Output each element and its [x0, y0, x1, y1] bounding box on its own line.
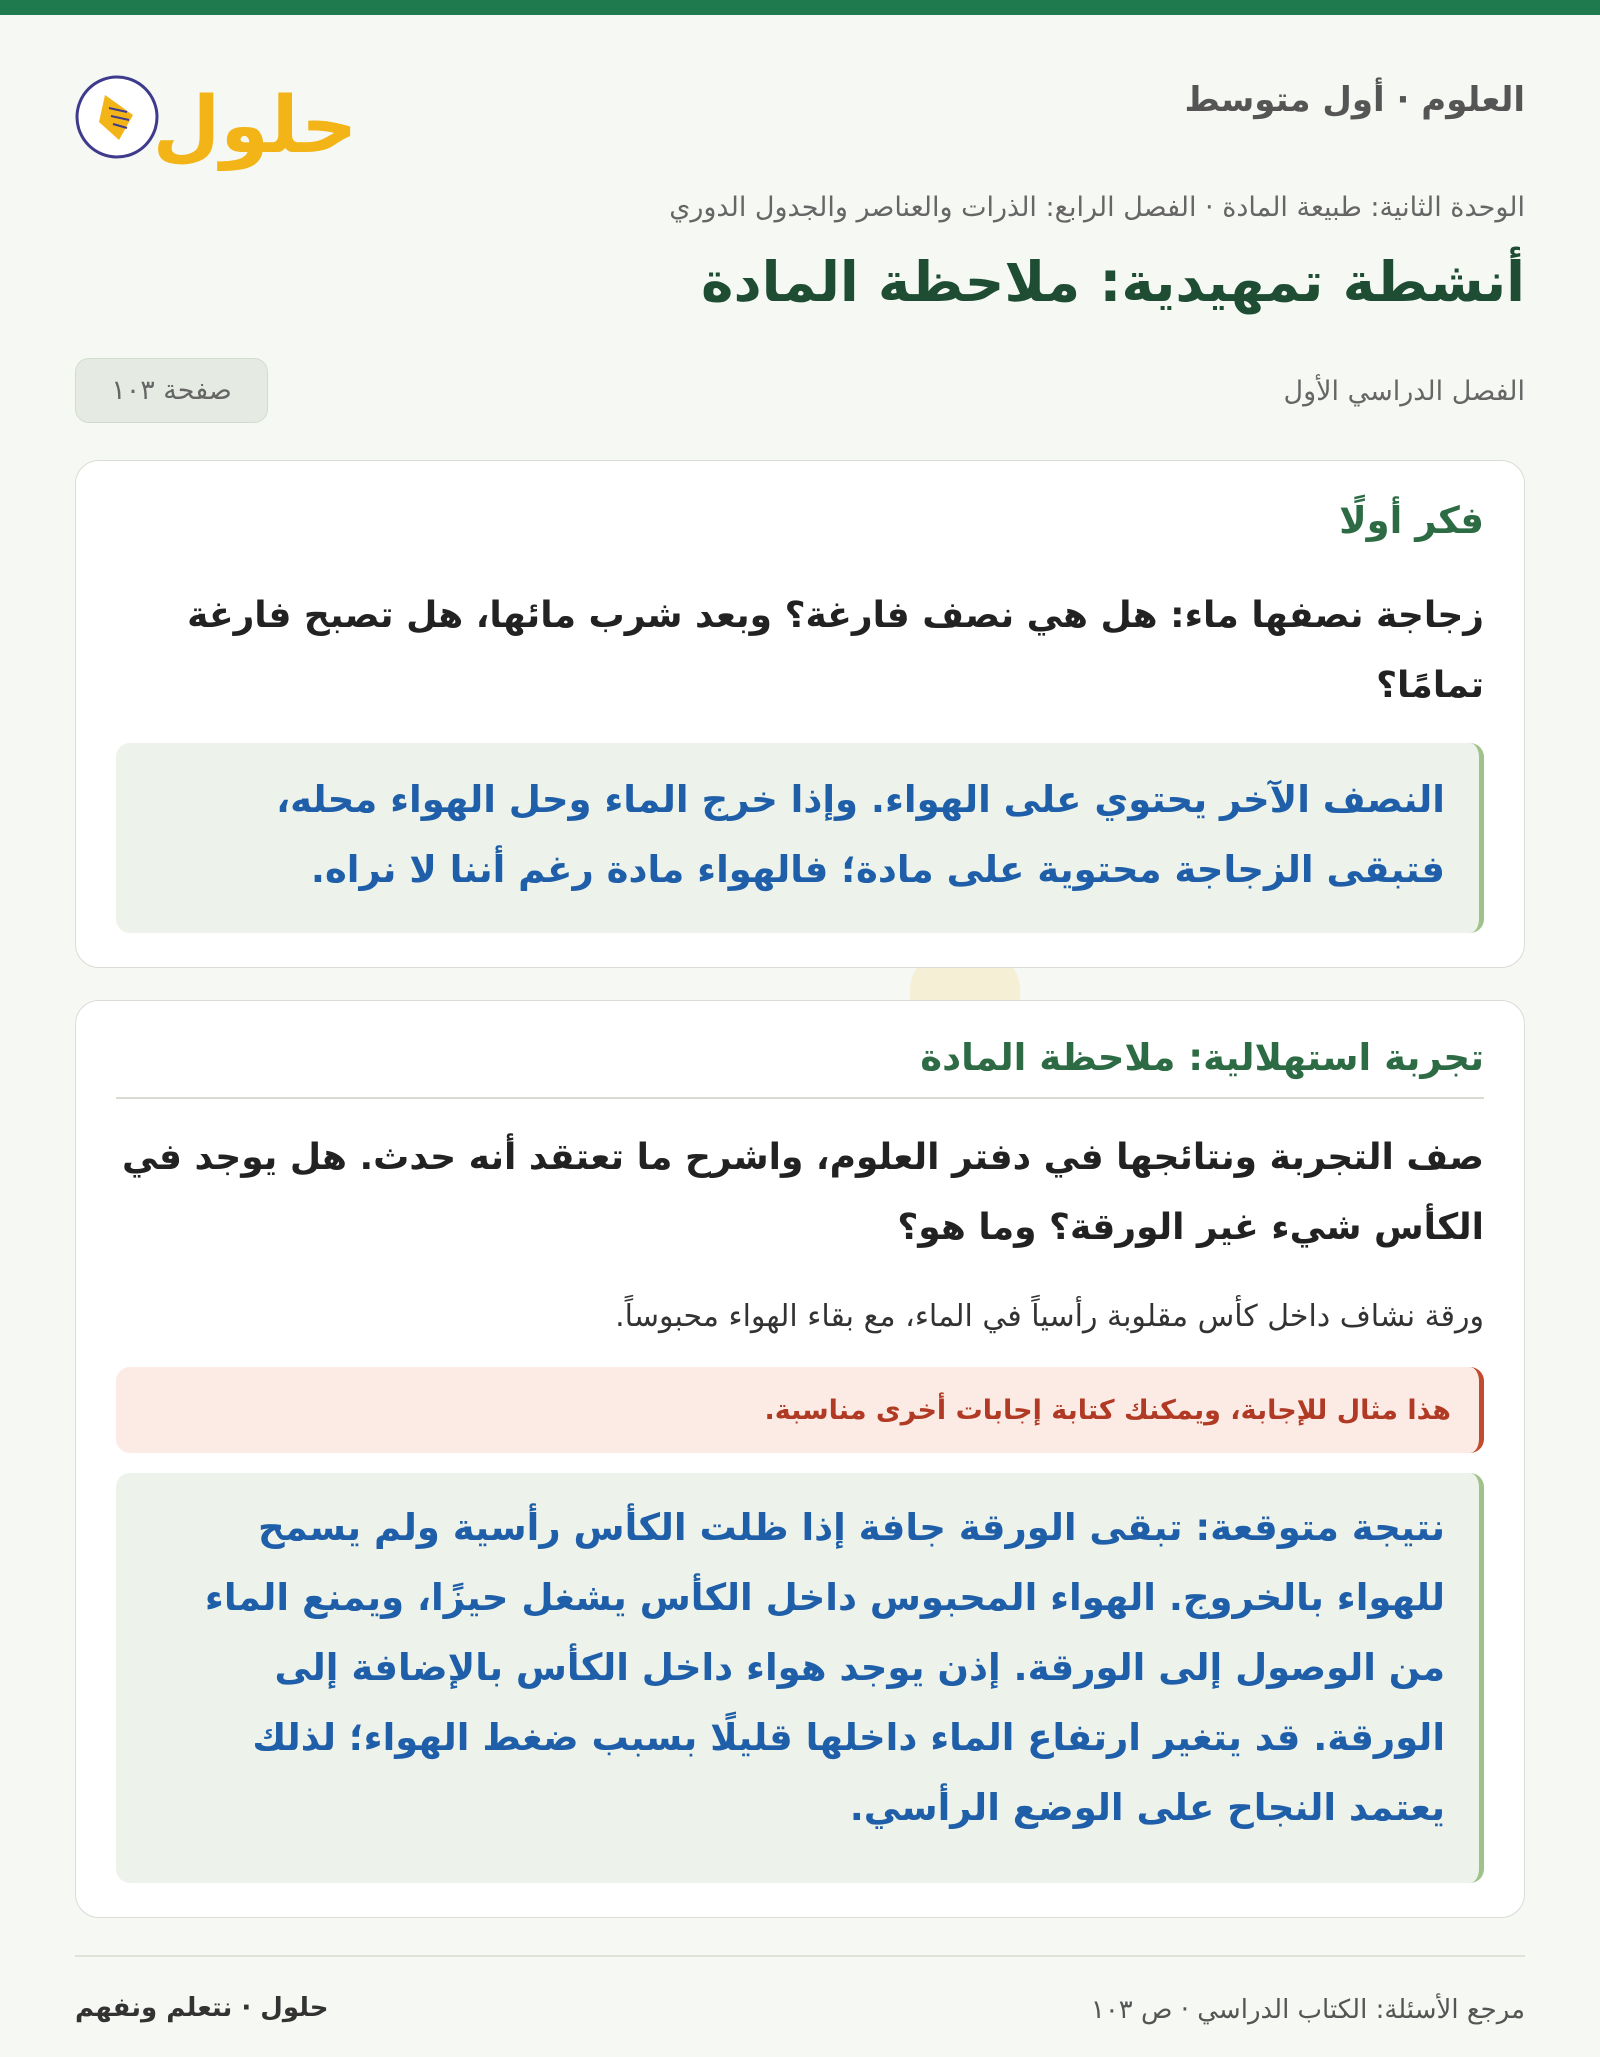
think-first-card — [75, 460, 1525, 968]
think-first-answer: النصف الآخر يحتوي على الهواء. وإذا خرج الماء وحل الهواء محله، فتبقى الزجاجة محتوية على مادة؛ فالهواء مادة رغم أننا لا نراه. — [276, 778, 1445, 891]
page-number-badge: صفحة ١٠٣ — [75, 358, 268, 423]
svg-text:حلول: حلول — [152, 81, 358, 171]
experiment-note: ورقة نشاف داخل كأس مقلوبة رأسياً في الماء، مع بقاء الهواء محبوساً. — [615, 1299, 1484, 1334]
page-header — [75, 60, 1525, 180]
top-accent-bar — [0, 0, 1600, 15]
breadcrumb: الوحدة الثانية: طبيعة المادة · الفصل الرابع: الذرات والعناصر والجدول الدوري — [669, 192, 1525, 223]
think-first-heading: فكر أولًا — [1339, 499, 1484, 542]
hulool-logo — [75, 60, 358, 180]
launch-lab-answer: نتيجة متوقعة: تبقى الورقة جافة إذا ظلت الكأس رأسية ولم يسمح للهواء بالخروج. الهواء المحبوس داخل الكأس يشغل حيزًا، ويمنع الماء من الوصول إلى الورقة. إذن يوجد هواء داخل الكأس بالإضافة إلى الورقة. قد يتغير ارتفاع الماء داخلها قليلًا بسبب ضغط الهواء؛ لذلك يعتمد النجاح على الوضع الرأسي. — [204, 1506, 1445, 1829]
sample-answer-warning — [116, 1367, 1484, 1453]
launch-lab-answer-box — [116, 1473, 1484, 1883]
footer-divider — [75, 1955, 1525, 1957]
semester-label: الفصل الدراسي الأول — [1283, 376, 1525, 407]
launch-lab-question: صف التجربة ونتائجها في دفتر العلوم، واشرح ما تعتقد أنه حدث. هل يوجد في الكأس شيء غير الورقة؟ وما هو؟ — [121, 1137, 1484, 1248]
page-title: أنشطة تمهيدية: ملاحظة المادة — [700, 250, 1525, 314]
warning-text: هذا مثال للإجابة، ويمكنك كتابة إجابات أخرى مناسبة. — [764, 1394, 1451, 1426]
subject-label: العلوم · أول متوسط — [1184, 80, 1525, 120]
footer-reference: مرجع الأسئلة: الكتاب الدراسي · ص ١٠٣ — [1090, 1995, 1525, 2025]
think-first-answer-box — [116, 743, 1484, 933]
logo-icon — [75, 60, 358, 180]
think-first-question: زجاجة نصفها ماء: هل هي نصف فارغة؟ وبعد شرب مائها، هل تصبح فارغة تمامًا؟ — [187, 595, 1484, 706]
launch-lab-heading: تجربة استهلالية: ملاحظة المادة — [920, 1036, 1484, 1079]
footer-brand: حلول · نتعلم ونفهم — [75, 1993, 329, 2023]
launch-lab-card — [75, 1000, 1525, 1918]
card-divider — [116, 1097, 1484, 1099]
